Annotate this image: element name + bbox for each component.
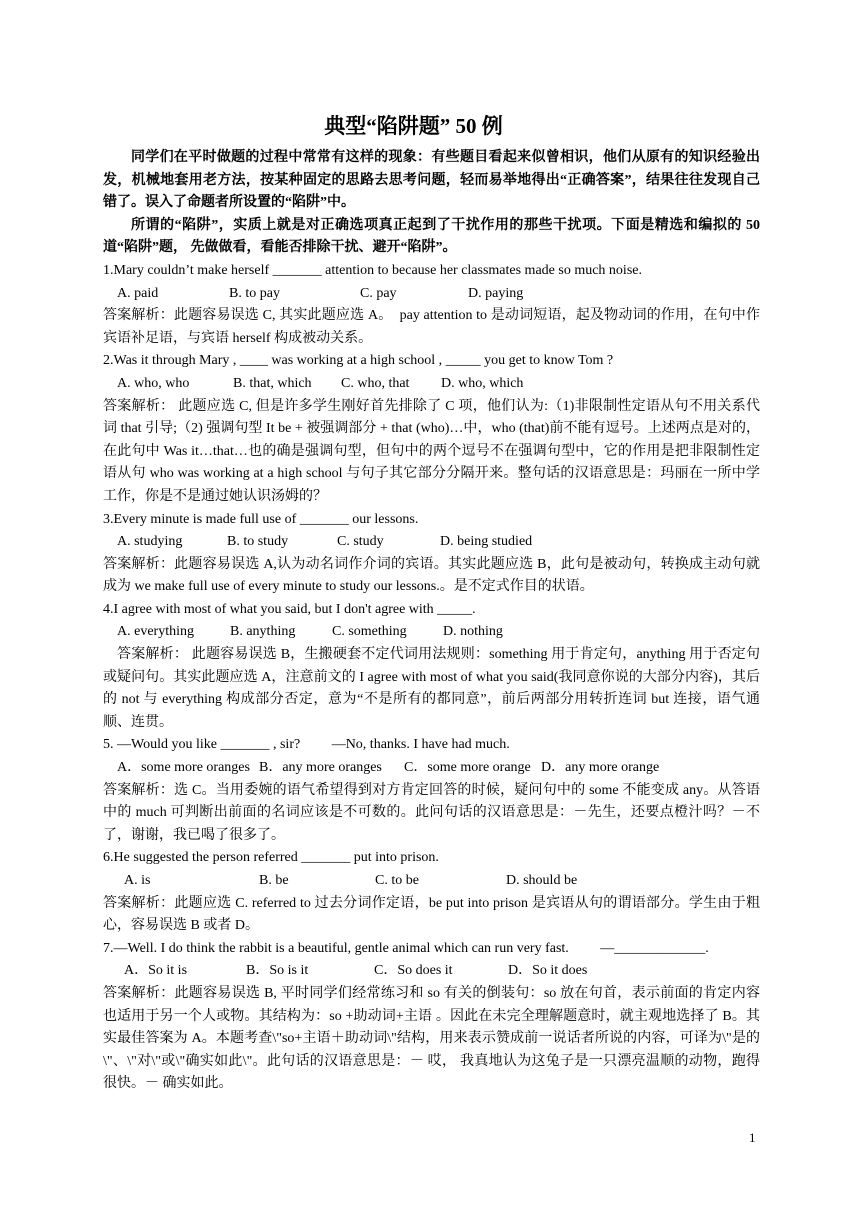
intro-paragraph: 所谓的“陷阱”，实质上就是对正确选项真正起到了干扰作用的那些干扰项。下面是精选和编拟的 50 道“陷阱”题， 先做做看，看能否排除干扰、避开“陷阱”。 (103, 217, 760, 256)
question-options (103, 757, 760, 780)
question-options (103, 870, 760, 893)
option: A．So it is (124, 963, 188, 979)
option: A. is (124, 873, 151, 888)
question-text: 6.He suggested the person referred _______ put into prison. (103, 850, 439, 866)
option: C. who, that (341, 375, 410, 391)
option: A. who, who (117, 375, 190, 391)
option: C．So does it (374, 963, 453, 979)
question-text: 5. —Would you like _______ , sir? —No, thanks. I have had much. (103, 737, 510, 753)
question-options (103, 621, 760, 644)
question-options (103, 531, 760, 554)
answer-analysis: 答案解析： 此题应选 C, 但是许多学生刚好首先排除了 C 项，他们认为:（1)非限制性定语从句不用关系代词 that 引导;（2) 强调句型 It be + 被强调部分 + that (who)…中，who (that)前不能有逗号。上述两点是对的，在此句中 Was it…that…也的确是强调句型，但句中的两个逗号不在强调句型中，它的作用是把非限制性定语从句 who was working at a high school 与句子其它部分分隔开来。整句话的汉语意思是：玛丽在一所中学工作，你是不是通过她认识汤姆的？ (103, 398, 760, 504)
option: B．any more oranges (259, 760, 382, 776)
question-options (103, 960, 760, 983)
option: D. nothing (443, 624, 503, 640)
option: C. to be (375, 873, 419, 888)
option: D. who, which (441, 375, 524, 391)
question-options (103, 283, 760, 306)
option: C. pay (360, 285, 397, 301)
question-text: 4.I agree with most of what you said, but I don't agree with _____. (103, 601, 476, 617)
answer-analysis: 答案解析：此题容易误选 B, 平时同学们经常练习和 so 有关的倒装句：so 放在句首，表示前面的肯定内容也适用于另一个人或物。其结构为：so +助动词+主语 。因此在未完全理解题意时，就主观地选择了 B。其实最佳答案为 A。本题考查\"so+主语＋助动词\"结构，用来表示赞成前一说话者所说的内容，可译为\"是的\"、\"对\"或\"确实如此\"。此句话的汉语意思是：－ 哎， 我真地认为这兔子是一只漂亮温顺的动物，跑得很快。－ 确实如此。 (103, 985, 760, 1092)
option: D．So it does (508, 963, 588, 979)
page-title: 典型“陷阱题” 50 例 (324, 114, 503, 138)
document-body (103, 147, 760, 1096)
option: D. being studied (440, 534, 533, 550)
question-options (103, 373, 760, 396)
option: C. study (337, 534, 384, 550)
option: D．any more orange (541, 760, 660, 776)
option: A. paid (117, 285, 159, 301)
option: B. be (259, 873, 289, 888)
option: D. paying (468, 285, 524, 301)
option: B. anything (230, 624, 296, 640)
option: A. everything (117, 624, 194, 640)
answer-analysis: 答案解析：此题应选 C. referred to 过去分词作定语，be put into prison 是宾语从句的谓语部分。学生由于粗心，容易误选 B 或者 D。 (103, 895, 760, 934)
option: B. that, which (233, 375, 312, 391)
question-text: 2.Was it through Mary , ____ was working at a high school , _____ you get to know Tom ? (103, 353, 614, 369)
option: D. should be (506, 873, 578, 888)
option: A. studying (117, 534, 183, 550)
option: A．some more oranges (117, 760, 250, 776)
option: B. to study (227, 534, 289, 550)
option: C. something (332, 624, 407, 640)
page-number: 1 (749, 1130, 756, 1145)
answer-analysis: 答案解析：选 C。当用委婉的语气希望得到对方肯定回答的时候，疑问句中的 some 不能变成 any。从答语中的 much 可判断出前面的名词应该是不可数的。此问句话的汉语意思是：－先生，还要点橙汁吗？－不了，谢谢，我已喝了很多了。 (103, 782, 760, 843)
question-text: 1.Mary couldn’t make herself _______ attention to because her classmates made so much noise. (103, 262, 642, 278)
intro-paragraph: 同学们在平时做题的过程中常常有这样的现象：有些题目看起来似曾相识，他们从原有的知识经验出发，机械地套用老方法，按某种固定的思路去思考问题，轻而易举地得出“正确答案”，结果往往发现自己错了。误入了命题者所设置的“陷阱”中。 (103, 150, 760, 211)
option: C．some more orange (404, 760, 531, 776)
question-text: 7.—Well. I do think the rabbit is a beautiful, gentle animal which can run very fast. —_____________. (103, 940, 709, 956)
answer-analysis: 答案解析：此题容易误选 C, 其实此题应选 A。 pay attention to 是动词短语，起及物动词的作用，在句中作宾语补足语，与宾语 herself 构成被动关系。 (103, 308, 760, 346)
answer-analysis: 答案解析： 此题容易误选 B，生搬硬套不定代词用法规则：something 用于肯定句，anything 用于否定句或疑问句。其实此题应选 A，注意前文的 I agree with most of what you said(我同意你说的大部分内容)，其后的 not 与 everything 构成部分否定，意为“不是所有的都同意”，前后两部分用转折连词 but 连接，语气通顺、连贯。 (103, 647, 760, 730)
option: B．So is it (246, 963, 309, 979)
answer-analysis: 答案解析：此题容易误选 A,认为动名词作介词的宾语。其实此题应选 B，此句是被动句，转换成主动句就成为 we make full use of every minute to study our lessons.。是不定式作目的状语。 (103, 556, 760, 595)
option: B. to pay (229, 285, 280, 301)
question-text: 3.Every minute is made full use of _______ our lessons. (103, 511, 419, 527)
